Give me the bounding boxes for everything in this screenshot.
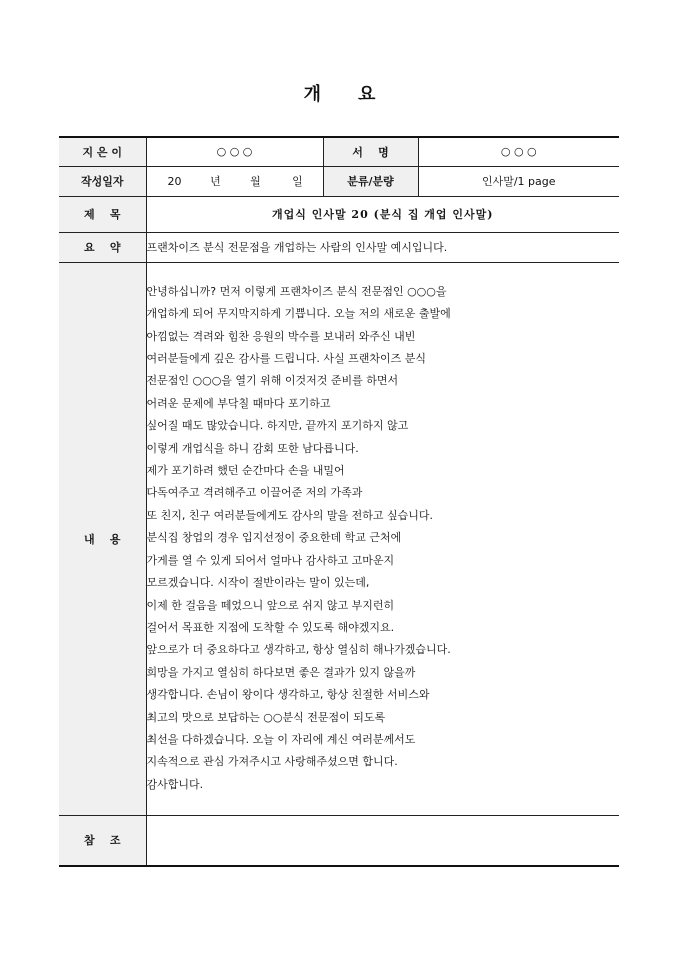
content-line: 가게를 열 수 있게 되어서 얼마나 감사하고 고마운지 — [146, 553, 395, 567]
content-line: 아낌없는 격려와 힘찬 응원의 박수를 보내러 와주신 내빈 — [146, 329, 416, 343]
content-line: 여러분들에게 깊은 감사를 드립니다. 사실 프랜차이즈 분식 — [146, 352, 426, 366]
date-year: 20 — [167, 175, 182, 188]
date-year-unit: 년 — [210, 175, 221, 188]
content-label: 내 용 — [59, 262, 146, 815]
content-line: 생각합니다. 손님이 왕이다 생각하고, 항상 친절한 서비스와 — [146, 688, 430, 702]
content-line: 모르겠습니다. 시작이 절반이라는 말이 있는데, — [146, 576, 370, 590]
summary-value: 프랜차이즈 분식 전문점을 개업하는 사람의 인사말 예시입니다. — [146, 232, 619, 262]
content-row — [59, 262, 619, 815]
content-line: 감사합니다. — [146, 777, 204, 791]
summary-row — [59, 232, 619, 262]
subject-row — [59, 196, 619, 232]
date-day-unit: 일 — [292, 175, 303, 188]
author-row — [59, 137, 619, 166]
content-line: 안녕하십니까? 먼저 이렇게 프랜차이즈 분식 전문점인 ○○○을 — [146, 284, 447, 298]
signature-value: ○ ○ ○ — [418, 137, 619, 166]
content-line: 또 친지, 친구 여러분들에게도 감사의 말을 전하고 싶습니다. — [146, 508, 433, 522]
content-line: 이제 한 걸음을 떼었으니 앞으로 쉬지 않고 부지런히 — [146, 598, 395, 612]
content-line: 제가 포기하려 했던 순간마다 손을 내밀어 — [146, 464, 345, 478]
author-value: ○ ○ ○ — [146, 137, 323, 166]
date-row — [59, 166, 619, 196]
content-line: 앞으로가 더 중요하다고 생각하고, 항상 열심히 해나가겠습니다. — [146, 643, 451, 657]
content-line: 어려운 문제에 부닥칠 때마다 포기하고 — [146, 396, 331, 410]
content-line: 희망을 가지고 열심히 하다보면 좋은 결과가 있지 않을까 — [146, 665, 416, 679]
author-label: 지 은 이 — [59, 137, 146, 166]
reference-row — [59, 815, 619, 866]
content-line: 전문점인 ○○○을 열기 위해 이것저것 준비를 하면서 — [146, 374, 399, 388]
subject-value: 개업식 인사말 20 (분식 집 개업 인사말) — [146, 196, 619, 232]
reference-value — [146, 815, 619, 866]
content-line: 이렇게 개업식을 하니 감회 또한 남다릅니다. — [146, 441, 359, 455]
subject-label: 제 목 — [59, 196, 146, 232]
content-line: 싶어질 때도 많았습니다. 하지만, 끝까지 포기하지 않고 — [146, 419, 409, 433]
content-line: 최고의 맛으로 보답하는 ○○분식 전문점이 되도록 — [146, 710, 386, 724]
content-line: 분식집 창업의 경우 입지선정이 중요한데 학교 근처에 — [146, 531, 402, 545]
content-line: 지속적으로 관심 가져주시고 사랑해주셨으면 합니다. — [146, 755, 398, 769]
content-line: 걸어서 목표한 지점에 도착할 수 있도록 해야겠지요. — [146, 620, 395, 634]
signature-label: 서 명 — [323, 137, 418, 166]
date-month-unit: 월 — [250, 175, 261, 188]
content-line: 최선을 다하겠습니다. 오늘 이 자리에 계신 여러분께서도 — [146, 732, 416, 746]
content-body — [146, 262, 619, 815]
category-label: 분류/분량 — [323, 166, 418, 196]
document-title-right: 요 — [358, 84, 377, 105]
reference-label: 참 조 — [59, 815, 146, 866]
content-line: 개업하게 되어 무지막지하게 기쁩니다. 오늘 저의 새로운 출발에 — [146, 307, 451, 321]
document-title-left: 개 — [303, 84, 322, 105]
summary-form-table — [59, 136, 619, 867]
summary-label: 요 약 — [59, 232, 146, 262]
category-value: 인사말/1 page — [418, 166, 619, 196]
content-line: 다독여주고 격려해주고 이끌어준 저의 가족과 — [146, 486, 363, 500]
document-title — [0, 80, 680, 106]
date-label: 작성일자 — [59, 166, 146, 196]
content-lines — [147, 281, 620, 796]
date-value — [146, 166, 323, 196]
